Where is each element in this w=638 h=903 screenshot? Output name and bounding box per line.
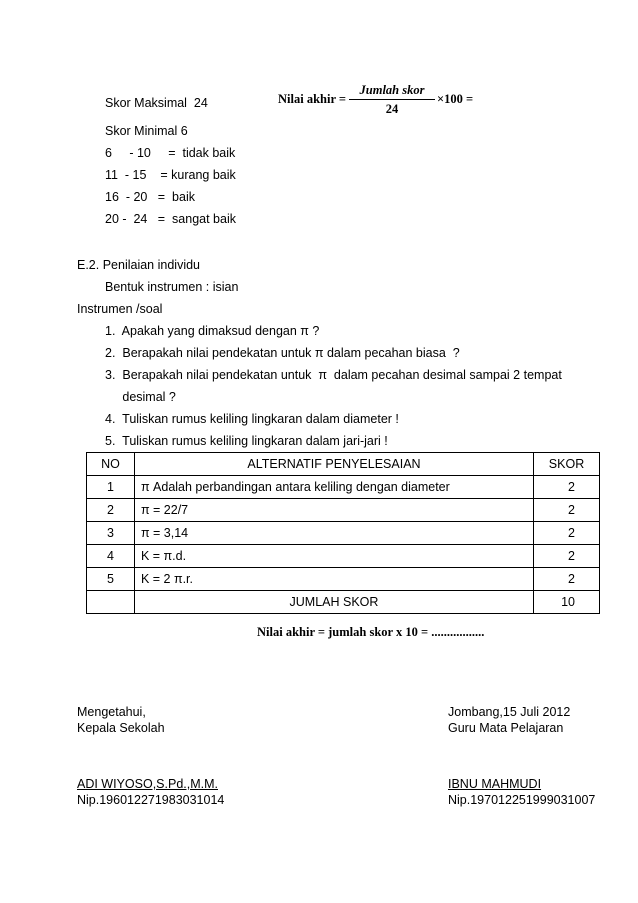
row-no: 1	[87, 476, 135, 499]
header-score: SKOR	[534, 453, 600, 476]
formula-rhs: ×100 =	[437, 92, 474, 106]
question-item-continued: desimal ?	[105, 390, 176, 404]
question-item: 2. Berapakah nilai pendekatan untuk π dalam pecahan biasa ?	[105, 346, 460, 360]
answer-table	[86, 452, 600, 614]
table-row	[87, 522, 600, 545]
question-item: 4. Tuliskan rumus keliling lingkaran dalam diameter !	[105, 412, 399, 426]
row-score: 2	[534, 499, 600, 522]
total-value: 10	[534, 591, 600, 614]
header-alternative: ALTERNATIF PENYELESAIAN	[134, 453, 533, 476]
row-no: 5	[87, 568, 135, 591]
row-score: 2	[534, 568, 600, 591]
signature-left-line1: Mengetahui,	[77, 705, 146, 719]
table-header-row	[87, 453, 600, 476]
table-row	[87, 476, 600, 499]
table-total-row	[87, 591, 600, 614]
signature-right-name: IBNU MAHMUDI	[448, 777, 542, 791]
row-no: 4	[87, 545, 135, 568]
score-range: 11 - 15 = kurang baik	[105, 168, 236, 182]
row-no: 2	[87, 499, 135, 522]
signature-left-title: Kepala Sekolah	[77, 721, 165, 735]
total-label: JUMLAH SKOR	[134, 591, 533, 614]
table-row	[87, 545, 600, 568]
row-score: 2	[534, 476, 600, 499]
max-score: Skor Maksimal 24	[105, 96, 208, 110]
question-item: 5. Tuliskan rumus keliling lingkaran dalam jari-jari !	[105, 434, 388, 448]
row-answer: π Adalah perbandingan antara keliling dengan diameter	[134, 476, 533, 499]
table-row	[87, 499, 600, 522]
table-row	[87, 568, 600, 591]
score-range: 16 - 20 = baik	[105, 190, 195, 204]
final-score-formula: Nilai akhir = jumlah skor x 10 = .................	[257, 625, 485, 639]
signature-right-nip: Nip.197012251999031007	[448, 793, 596, 807]
row-answer: π = 3,14	[134, 522, 533, 545]
instrument-form: Bentuk instrumen : isian	[105, 280, 239, 294]
row-score: 2	[534, 522, 600, 545]
formula-numerator: Jumlah skor	[349, 83, 435, 100]
signature-right-title: Guru Mata Pelajaran	[448, 721, 564, 735]
question-item: 1. Apakah yang dimaksud dengan π ?	[105, 324, 320, 338]
score-range: 6 - 10 = tidak baik	[105, 146, 236, 160]
row-answer: K = π.d.	[134, 545, 533, 568]
row-no: 3	[87, 522, 135, 545]
min-score: Skor Minimal 6	[105, 124, 188, 138]
signature-left-nip: Nip.196012271983031014	[77, 793, 225, 807]
section-heading: E.2. Penilaian individu	[77, 258, 200, 272]
row-score: 2	[534, 545, 600, 568]
row-answer: π = 22/7	[134, 499, 533, 522]
signature-right-place-date: Jombang,15 Juli 2012	[448, 705, 571, 719]
total-empty-cell	[87, 591, 135, 614]
formula-fraction	[349, 83, 435, 116]
formula-lhs: Nilai akhir =	[278, 92, 347, 106]
header-no: NO	[87, 453, 135, 476]
question-item: 3. Berapakah nilai pendekatan untuk π dalam pecahan desimal sampai 2 tempat	[105, 368, 562, 382]
instrument-heading: Instrumen /soal	[77, 302, 163, 316]
formula-denominator: 24	[385, 102, 399, 116]
row-answer: K = 2 π.r.	[134, 568, 533, 591]
signature-left-name: ADI WIYOSO,S.Pd.,M.M.	[77, 777, 218, 791]
score-range: 20 - 24 = sangat baik	[105, 212, 236, 226]
